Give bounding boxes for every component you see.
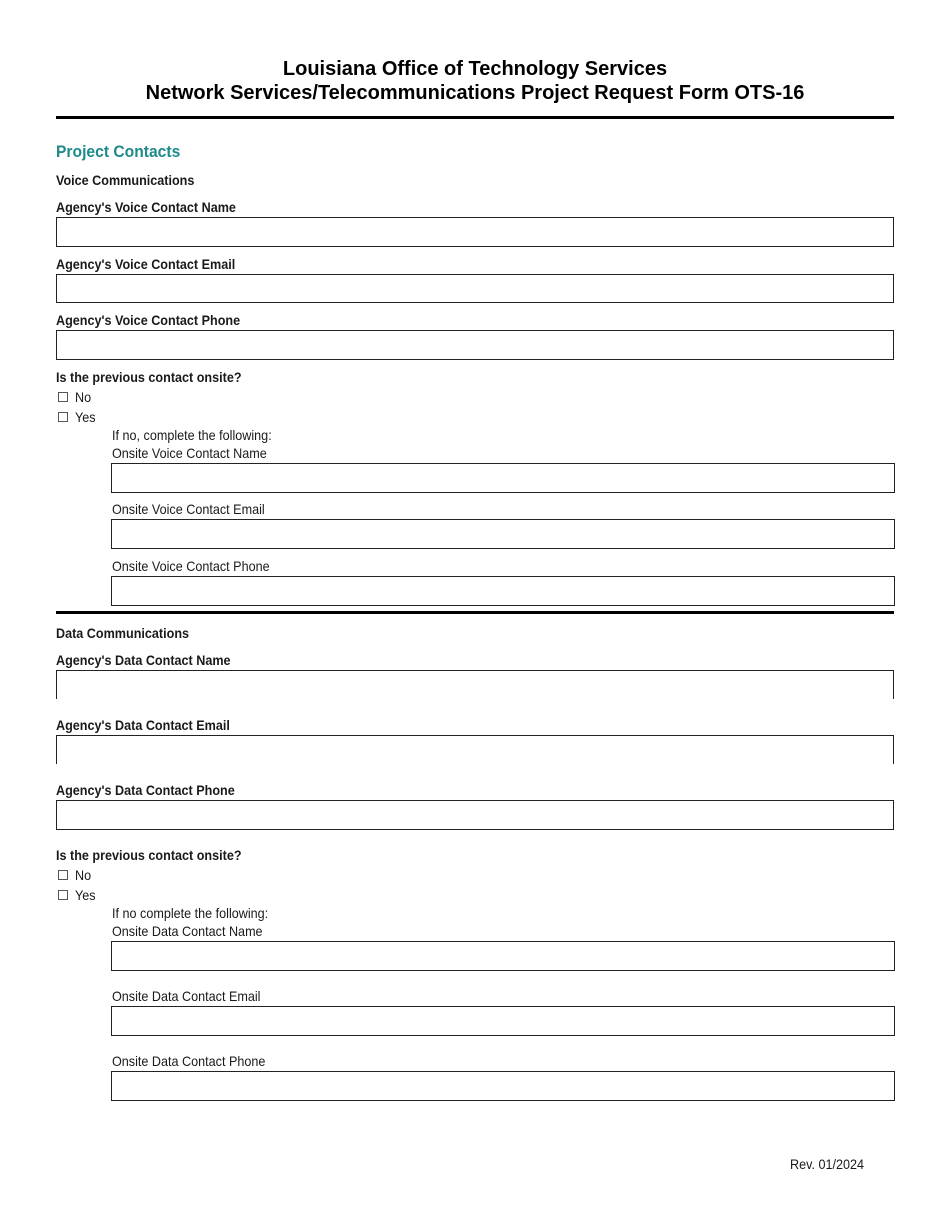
form-title-line2: Network Services/Telecommunications Project Request Form OTS-16 — [145, 82, 805, 104]
data-email-label: Agency's Data Contact Email — [56, 717, 230, 733]
data-onsite-phone-label: Onsite Data Contact Phone — [112, 1053, 266, 1069]
voice-yes-label: Yes — [75, 409, 96, 425]
voice-email-input[interactable] — [56, 274, 894, 303]
voice-yes-checkbox[interactable] — [58, 412, 68, 422]
header-divider — [56, 116, 894, 119]
voice-heading: Voice Communications — [56, 172, 195, 188]
form-title-line1: Louisiana Office of Technology Services — [282, 58, 668, 80]
data-heading: Data Communications — [56, 625, 190, 641]
voice-option-yes[interactable] — [58, 409, 98, 425]
data-onsite-name-input[interactable] — [111, 941, 895, 971]
voice-onsite-email-input[interactable] — [111, 519, 895, 549]
data-option-no[interactable] — [58, 867, 93, 883]
data-name-input[interactable] — [56, 670, 894, 699]
voice-phone-label: Agency's Voice Contact Phone — [56, 312, 241, 328]
voice-name-input[interactable] — [56, 217, 894, 247]
voice-onsite-question: Is the previous contact onsite? — [56, 369, 242, 385]
data-option-yes[interactable] — [58, 887, 98, 903]
data-phone-label: Agency's Data Contact Phone — [56, 782, 235, 798]
data-onsite-email-label: Onsite Data Contact Email — [112, 988, 261, 1004]
section-title: Project Contacts — [56, 142, 181, 161]
section-divider — [56, 611, 894, 614]
voice-no-checkbox[interactable] — [58, 392, 68, 402]
data-instruction: If no complete the following: — [112, 905, 269, 921]
data-no-label: No — [75, 867, 92, 883]
voice-no-label: No — [75, 389, 92, 405]
data-name-label: Agency's Data Contact Name — [56, 652, 231, 668]
data-yes-label: Yes — [75, 887, 96, 903]
voice-onsite-phone-input[interactable] — [111, 576, 895, 606]
voice-onsite-phone-label: Onsite Voice Contact Phone — [112, 558, 270, 574]
data-onsite-name-label: Onsite Data Contact Name — [112, 923, 263, 939]
data-yes-checkbox[interactable] — [58, 890, 68, 900]
data-onsite-phone-input[interactable] — [111, 1071, 895, 1101]
data-onsite-email-input[interactable] — [111, 1006, 895, 1036]
voice-phone-input[interactable] — [56, 330, 894, 360]
data-email-input[interactable] — [56, 735, 894, 764]
data-phone-input[interactable] — [56, 800, 894, 830]
data-no-checkbox[interactable] — [58, 870, 68, 880]
voice-onsite-email-label: Onsite Voice Contact Email — [112, 501, 265, 517]
voice-name-label: Agency's Voice Contact Name — [56, 199, 236, 215]
voice-email-label: Agency's Voice Contact Email — [56, 256, 236, 272]
revision-label: Rev. 01/2024 — [790, 1156, 865, 1172]
voice-onsite-name-label: Onsite Voice Contact Name — [112, 445, 267, 461]
data-onsite-question: Is the previous contact onsite? — [56, 847, 242, 863]
voice-onsite-name-input[interactable] — [111, 463, 895, 493]
voice-instruction: If no, complete the following: — [112, 427, 272, 443]
voice-option-no[interactable] — [58, 389, 93, 405]
